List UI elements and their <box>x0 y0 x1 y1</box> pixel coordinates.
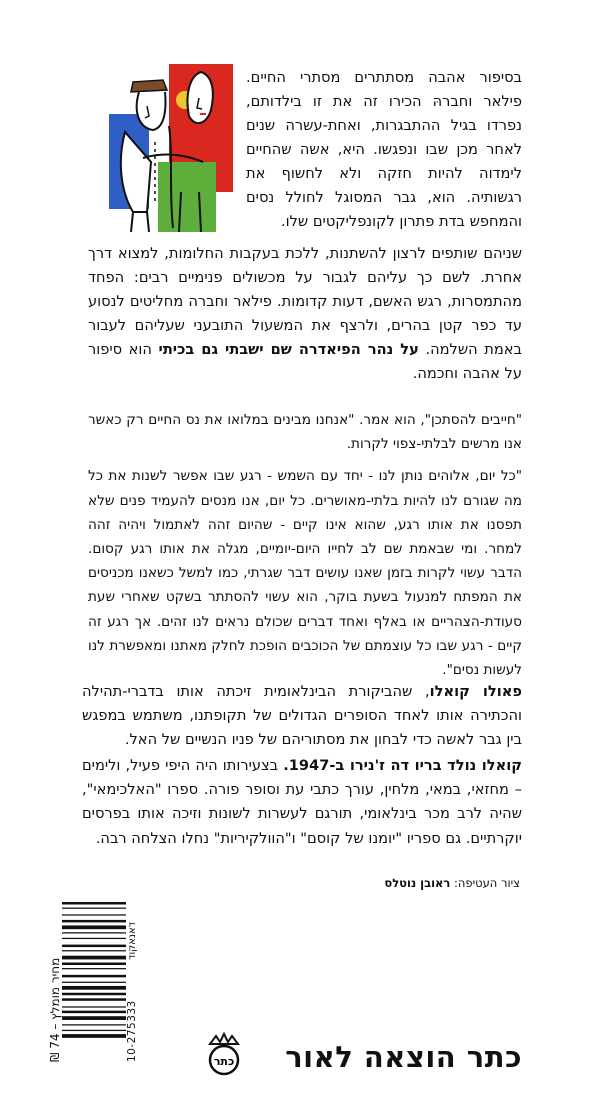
barcode-bar <box>62 908 126 909</box>
barcode-number: 10-275333 <box>126 1000 138 1062</box>
barcode-bar <box>62 932 126 933</box>
barcode-bar <box>62 986 126 990</box>
barcode-bar <box>62 998 126 1001</box>
bio-paragraph-2 <box>82 754 522 850</box>
quote-line-1: "חייבים להסתכן", הוא אמר. "אנחנו מבינים במלואו את נס החיים רק כאשר אנו מרשים לבלתי-צפוי לקרות. <box>88 412 522 453</box>
barcode-bar <box>62 1030 126 1031</box>
barcode-bar <box>62 975 126 978</box>
barcode-code: דאנאקוד <box>127 921 138 960</box>
bio-text-2: בצעירותו היה היפי פעיל, ולימים – מחזאי, במאי, מלחין, עורך כתבי עת וסופר פורה. ספרו "האלכימאי", שהיה לרב מכר בינלאומי, תורגם לעשרות לשונות וזיכה אותו בפרסים יוקרתיים. גם ספריו "יומנו של קוסם" ו"הוולקיריות" נחלו הצלחה רבה. <box>82 757 522 847</box>
blurb-main-text: שניהם שותפים לרצון להשתנות, ללכת בעקבות החלומות, למצוא דרך אחרת. לשם כך עליהם לגבור על מכשולים פנימיים רבים: הפחד מהתמסרות, רגש האשם, דעות קדומות. פילאר וחברה מחליטים לנסוע עד כפר קטן בהרים, ולרצף את המשעול התובעני שעליהם לעבור באמת השלמה. <box>88 245 522 358</box>
barcode-bar <box>62 1024 126 1025</box>
price-label: מחיר מומלץ – 74 ₪ <box>48 957 62 1062</box>
quote-line-2: "כל יום, אלוהים נותן לנו - יחד עם השמש - רגע שבו אפשר לשנות את כל מה שגורם לנו להיות בלתי-מאושרים. כל יום, אנו מנסים להעמיד פנים שלא תפסנו את אותו רגע, שהוא אינו קיים - שהיום זהה לאתמול ויהיה זהה למחר. ומי שבאמת שם לב לחייו היום-יומיים, מגלה את אותו רגע קסום. הדבר עשוי לקרות בזמן שאנו עושים דבר שגרתי, כמו למשל כשאנו מכניסים את המפתח למנעול בשעת בוקר, הוא עשוי להסתתר בשקט שאחרי שעת סעודת-הצהריים או באלף ואחד דברים שכולם נראים לנו זהים. אך רגע זה קיים - רגע שבו כל עוצמתם של הכוכבים הופכת לחלק מאתנו ומאפשרת לנו לעשות נסים". <box>88 468 522 679</box>
barcode-bar <box>62 963 126 966</box>
blurb-main <box>88 242 522 386</box>
bio-text-1: , שהביקורת הבינלאומית זיכתה אותו בדברי-תהילה והכתירה אותו לאחד הסופרים הגדולים של תקופתנו, משתמש במפגש בין גבר לאשה כדי לבחון את מסתוריהם של פניו הנשיים של האל. <box>82 683 522 749</box>
blurb-main-ending: הוא סיפור על אהבה וחכמה. <box>88 341 522 382</box>
publisher-logo-icon <box>204 1032 244 1076</box>
barcode-bar <box>62 1016 126 1020</box>
author-bio <box>82 680 522 851</box>
barcode-bar <box>62 920 126 923</box>
barcode-bar <box>62 938 126 939</box>
barcode-bar <box>62 982 126 983</box>
quote-block <box>88 408 522 682</box>
publisher-name: כתר הוצאה לאור <box>285 1040 522 1074</box>
logo-text: כתר <box>213 1055 235 1068</box>
author-name-2: קואלו <box>481 757 522 775</box>
barcode-bar <box>62 950 126 951</box>
illustration-green-block <box>158 162 216 232</box>
barcode-bar <box>62 968 126 969</box>
barcode-bar <box>62 1011 126 1014</box>
barcode-bar <box>62 993 126 996</box>
credit-artist: ראובן נוטלס <box>384 876 451 890</box>
barcode-bar <box>62 902 126 905</box>
barcode-bar <box>62 945 126 948</box>
barcode-bar <box>62 956 126 960</box>
blurb-intro: בסיפור אהבה מסתתרים מסתרי החיים. פילאר וחברהּ הכירו זה את זו בילדותם, נפרדו בגיל ההתבגרות, ואחת-עשרה שנים לאחר מכן שבו ונפגשו. היא, אשה שהחיים לימדוה להיות חזקה ולא לחשוף את רגשותיה. הוא, גבר המסוגל לחולל נסים והמחפש בדת פתרון לקונפליקטים שלו. <box>246 69 522 230</box>
barcode-bars <box>62 902 126 1038</box>
cover-credit <box>384 876 520 890</box>
cover-illustration <box>103 62 235 235</box>
author-birth: נולד בריו דה ז'נירו ב-1947. <box>283 757 482 775</box>
book-title: על נהר הפיאדרה שם ישבתי גם בכיתי <box>158 341 419 358</box>
barcode-bar <box>62 925 126 929</box>
barcode-bar <box>62 1006 126 1007</box>
credit-label: ציור העטיפה: <box>450 876 520 890</box>
bio-paragraph-1 <box>82 680 522 752</box>
author-name: פאולו קואלו <box>429 683 522 700</box>
barcode-bar <box>62 1034 126 1038</box>
barcode-bar <box>62 914 126 915</box>
